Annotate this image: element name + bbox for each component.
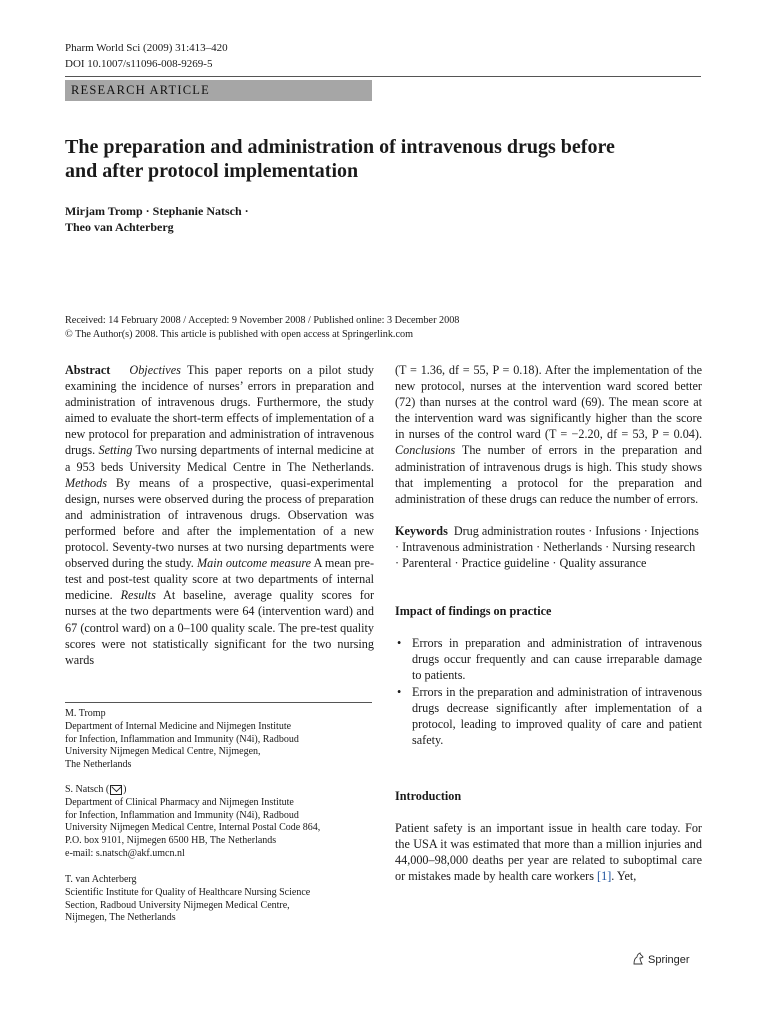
impact-heading: Impact of findings on practice (395, 604, 552, 619)
affiliation-name: T. van Achterberg (65, 874, 137, 885)
introduction-tail: . Yet, (611, 869, 637, 884)
reference-link[interactable]: [1] (597, 869, 612, 884)
doi[interactable]: DOI 10.1007/s11096-008-9269-5 (65, 58, 213, 70)
article-type-banner: RESEARCH ARTICLE (65, 80, 372, 101)
objectives-text: This paper reports on a pilot study examining the incidence of nurses’ errors in preparation and administration of intravenous drugs. Furthermore, the study aimed to evaluate the short-term effects of implementation of a new protocol for preparation and administration of intravenous drugs. (65, 363, 375, 458)
results-text-b: After the implementation of the new protocol, nurses at the intervention ward scored better (72) than nurses at the control ward (69). The mean score at the intervention ward was significantly higher than the score in nurses of the control ward (395, 363, 702, 442)
author-list (65, 203, 249, 235)
impact-list (395, 635, 702, 748)
results-label: Results (120, 588, 156, 603)
title-line-1: The preparation and administration of intravenous drugs before (65, 136, 615, 158)
affiliation-line: P.O. box 9101, Nijmegen 6500 HB, The Netherlands (65, 835, 277, 847)
abstract (65, 362, 374, 668)
list-item: • Errors in the preparation and administration of intravenous drugs decrease significantly after implementation of a protocol, leading to improved quality of care and patient safety. (395, 684, 702, 748)
introduction-paragraph (395, 820, 702, 884)
springer-logo-icon (632, 952, 645, 968)
right-column (395, 362, 702, 884)
keywords (395, 523, 702, 571)
setting-text: Two nursing departments of internal medicine at a 953 beds University Medical Centre in The Netherlands. (65, 443, 375, 474)
methods-label: Methods (65, 475, 107, 490)
affiliation-line: for Infection, Inflammation and Immunity (N4i), Radboud (65, 809, 299, 821)
abstract-continued (395, 362, 702, 507)
introduction-heading: Introduction (395, 788, 462, 803)
methods-text: By means of a prospective, quasi-experimental design, nurses were observed during the process of preparation and administration of intravenous drugs. Observation was performed before and after the implementation of a new protocol. Seventy-two nurses at two nursing departments were observed during the study. (65, 475, 375, 571)
history-dates: Received: 14 February 2008 / Accepted: 9 November 2008 / Published online: 3 December 2008 (65, 315, 460, 326)
envelope-icon[interactable] (110, 785, 122, 795)
affiliation-line: for Infection, Inflammation and Immunity (N4i), Radboud (65, 733, 299, 745)
footnote-rule (65, 702, 372, 703)
publisher-mark (632, 952, 690, 968)
affiliation-line: University Nijmegen Medical Centre, Internal Postal Code 864, (65, 822, 321, 834)
results-text-a: At baseline, average quality scores for nurses at the two departments were 64 (intervention ward) and 67 (control ward) on a 0–100 quality scale. The pre-test quality scores were not statistically significant for the two nursing wards (65, 588, 375, 667)
affiliation-line: Nijmegen, The Netherlands (65, 912, 176, 924)
copyright-notice: © The Author(s) 2008. This article is published with open access at Springerlink.com (65, 329, 414, 340)
header-rule (65, 76, 701, 77)
conclusions-text: The number of errors in the preparation and administration of intravenous drugs is high. This study shows that implementing a protocol for the preparation and administration of these drugs can reduce the number of errors. (395, 443, 702, 506)
affiliation-van-achterberg (65, 874, 375, 925)
affiliation-line: Department of Clinical Pharmacy and Nijmegen Institute (65, 796, 294, 808)
contact-email[interactable]: e-mail: s.natsch@akf.umcn.nl (65, 847, 185, 859)
journal-citation: Pharm World Sci (2009) 31:413–420 (65, 42, 228, 54)
affiliation-name: S. Natsch ( ) (65, 784, 127, 795)
outcome-text: A mean pre-test and post-test quality score at two departments of internal medicine. (65, 556, 375, 603)
results-stats-2: (T = −2.20, df = 53, P = 0.04). (544, 427, 702, 442)
objectives-label: Objectives (129, 363, 181, 377)
affiliation-line: Scientific Institute for Quality of Healthcare Nursing Science (65, 886, 311, 898)
list-item: • Errors in preparation and administration of intravenous drugs occur frequently and can cause irreparable damage to patients. (395, 635, 702, 683)
keywords-label: Keywords (395, 523, 448, 538)
affiliation-line: University Nijmegen Medical Centre, Nijmegen, (65, 746, 261, 758)
conclusions-label: Conclusions (395, 443, 456, 458)
journal-header (65, 40, 228, 72)
article-history (65, 314, 459, 342)
paper-title (65, 135, 705, 183)
outcome-label: Main outcome measure (196, 556, 312, 571)
affiliation-natsch (65, 784, 375, 861)
introduction-text: Patient safety is an important issue in health care today. For the USA it was estimated that more than a million injuries and 44,000–98,000 deaths per year are related to suboptimal care or mistakes made by health care workers (395, 820, 702, 884)
keywords-text: Drug administration routes · Infusions · Injections · Intravenous administration · Netherlands · Nursing research · Parenteral · Practice guideline · Quality assurance (395, 523, 699, 571)
publisher-name: Springer (648, 953, 690, 966)
setting-label: Setting (98, 443, 133, 458)
affiliation-tromp (65, 708, 375, 772)
authors-line-2: Theo van Achterberg (65, 220, 174, 234)
affiliation-line: The Netherlands (65, 759, 132, 771)
affiliation-line: Section, Radboud University Nijmegen Medical Centre, (65, 899, 290, 911)
affiliation-name: M. Tromp (65, 708, 106, 719)
results-stats-1: (T = 1.36, df = 55, P = 0.18). (395, 363, 542, 377)
affiliation-line: Department of Internal Medicine and Nijmegen Institute (65, 720, 292, 732)
title-line-2: and after protocol implementation (65, 160, 359, 182)
authors-line-1: Mirjam Tromp · Stephanie Natsch · (65, 204, 249, 218)
abstract-label: Abstract (65, 363, 111, 377)
